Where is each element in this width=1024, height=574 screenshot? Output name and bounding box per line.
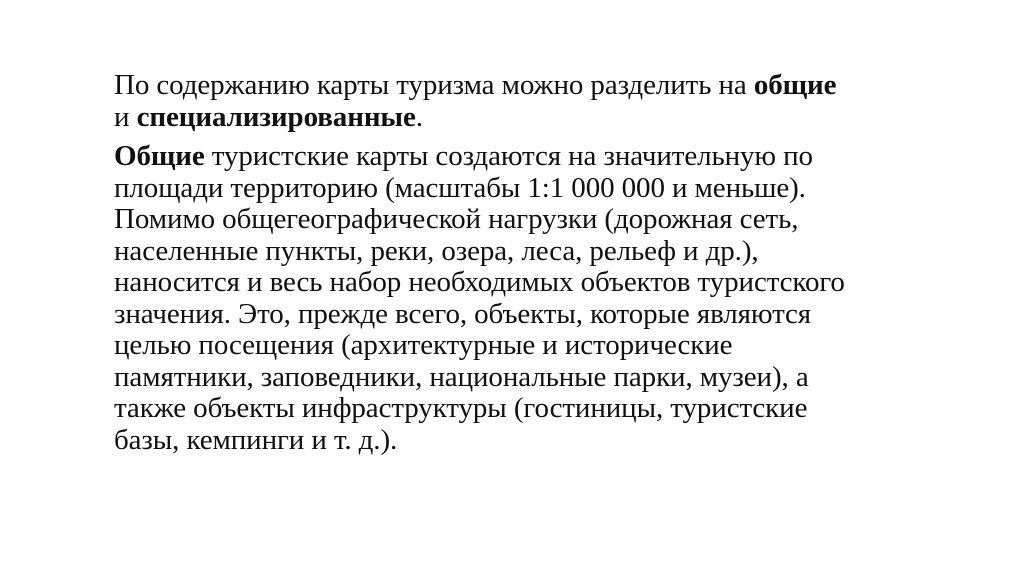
term-specialized: специализированные	[136, 100, 416, 133]
paragraph-intro	[114, 70, 994, 133]
intro-line-1	[114, 70, 994, 102]
intro-text: По содержанию карты туризма можно разделить на	[114, 69, 754, 101]
intro-conjunction: и	[114, 100, 137, 133]
general-line-6: значения. Это, прежде всего, объекты, которые являются	[114, 297, 812, 330]
general-line-1	[114, 141, 994, 173]
general-line-4: населенные пункты, реки, озера, леса, рельеф и др.),	[114, 234, 759, 267]
general-lead-term: Общие	[114, 140, 205, 172]
intro-line-2	[114, 102, 994, 134]
general-line-2: площади территорию (масштабы 1:1 000 000 и меньше).	[114, 171, 806, 204]
intro-period: .	[415, 100, 423, 133]
general-line-8: памятники, заповедники, национальные парки, музеи), а	[114, 360, 809, 393]
term-general: общие	[753, 69, 837, 101]
slide-body	[114, 70, 994, 456]
general-line-5: наносится и весь набор необходимых объектов туристского	[114, 266, 845, 298]
general-line-10: базы, кемпинги и т. д.).	[114, 423, 398, 456]
general-line-3: Помимо общегеографической нагрузки (дорожная сеть,	[114, 203, 799, 235]
general-line-1-text: туристские карты создаются на значительную по	[204, 140, 813, 172]
general-line-7: целью посещения (архитектурные и исторические	[114, 329, 733, 361]
paragraph-general-maps	[114, 141, 994, 456]
general-line-9: также объекты инфраструктуры (гостиницы, туристские	[114, 392, 808, 424]
